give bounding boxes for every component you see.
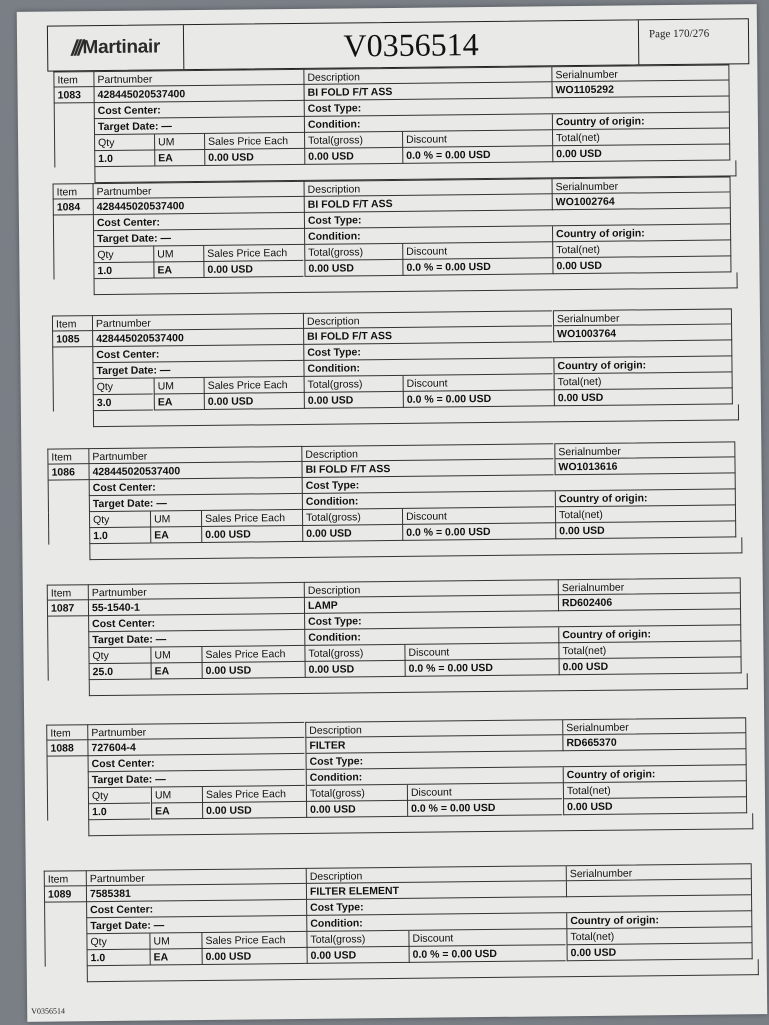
item-spacer	[47, 788, 88, 804]
item-spacer	[48, 528, 89, 544]
cost-type-label: Cost Type:	[304, 208, 731, 228]
sales-price-label: Sales Price Each	[202, 786, 306, 803]
description-value: LAMP	[304, 595, 559, 614]
description-label: Description	[304, 579, 559, 598]
discount-label: Discount	[407, 783, 562, 801]
um-value: EA	[151, 663, 202, 680]
item-spacer	[48, 512, 89, 528]
serialnumber-value: WO1002764	[552, 192, 731, 210]
cost-center-label: Cost Center:	[88, 614, 304, 632]
country-of-origin-label: Country of origin:	[552, 224, 731, 242]
total-net-value: 0.00 USD	[563, 797, 747, 815]
brand-logo	[48, 25, 184, 70]
qty-label: Qty	[88, 788, 150, 805]
discount-value: 0.0 % = 0.00 USD	[409, 945, 566, 963]
cost-type-label: Cost Type:	[302, 473, 736, 494]
item-spacer	[53, 215, 93, 231]
total-net-value: 0.00 USD	[567, 943, 753, 961]
item-spacer	[44, 918, 86, 934]
item-spacer	[45, 950, 87, 966]
country-of-origin-label: Country of origin:	[552, 112, 730, 130]
serialnumber-label: Serialnumber	[554, 441, 735, 459]
serialnumber-label: Serialnumber	[553, 308, 732, 326]
item-spacer	[48, 664, 89, 680]
serialnumber-label: Serialnumber	[566, 863, 752, 881]
cost-center-label: Cost Center:	[88, 754, 305, 772]
um-value: EA	[150, 527, 201, 544]
discount-value: 0.0 % = 0.00 USD	[402, 523, 555, 541]
total-net-label: Total(net)	[566, 927, 752, 945]
item-block	[46, 717, 747, 820]
serialnumber-value: RD665370	[562, 733, 746, 751]
serialnumber-value: WO1013616	[554, 457, 735, 475]
target-date-label: Target Date: —	[88, 770, 305, 788]
total-gross-value: 0.00 USD	[305, 661, 406, 678]
um-value: EA	[151, 803, 203, 820]
serialnumber-label: Serialnumber	[551, 64, 729, 82]
serialnumber-value: WO1105292	[551, 80, 729, 98]
item-block	[44, 863, 753, 966]
target-date-label: Target Date: —	[93, 229, 304, 247]
serialnumber-label: Serialnumber	[558, 577, 741, 595]
item-spacer	[54, 135, 94, 151]
total-gross-label: Total(gross)	[306, 785, 407, 802]
total-net-label: Total(net)	[558, 641, 741, 659]
item-spacer	[47, 772, 88, 788]
total-net-value: 0.00 USD	[552, 144, 730, 162]
document-header	[47, 18, 749, 71]
footer-doc-number: V0356514	[31, 1006, 66, 1016]
discount-value: 0.0 % = 0.00 USD	[407, 799, 562, 817]
cost-type-label: Cost Type:	[304, 96, 730, 116]
item-spacer	[53, 231, 93, 247]
item-block	[47, 577, 742, 680]
total-gross-label: Total(gross)	[302, 509, 402, 526]
partnumber-label: Partnumber	[86, 868, 306, 886]
discount-label: Discount	[408, 929, 565, 947]
total-gross-value: 0.00 USD	[302, 525, 402, 542]
condition-label: Condition:	[306, 767, 563, 786]
total-gross-label: Total(gross)	[304, 645, 405, 662]
description-label: Description	[304, 178, 553, 197]
sales-price-value: 0.00 USD	[201, 526, 303, 543]
partnumber-value: 55-1540-1	[88, 598, 304, 616]
item-spacer	[52, 363, 92, 379]
um-value: EA	[154, 394, 204, 411]
um-label: UM	[150, 647, 201, 664]
item-spacer	[48, 496, 89, 512]
partnumber-label: Partnumber	[92, 313, 303, 331]
description-value: BI FOLD F/T ASS	[304, 194, 553, 213]
description-label: Description	[305, 719, 562, 738]
total-net-label: Total(net)	[555, 505, 736, 523]
item-spacer	[47, 648, 88, 664]
discount-label: Discount	[403, 374, 554, 392]
cost-type-label: Cost Type:	[306, 895, 752, 916]
sales-price-label: Sales Price Each	[201, 510, 303, 527]
description-label: Description	[301, 443, 553, 462]
item-label: Item	[52, 315, 92, 331]
qty-value: 1.0	[89, 528, 150, 545]
target-date-label: Target Date: —	[86, 916, 306, 934]
condition-label: Condition:	[304, 226, 553, 245]
item-number: 1089	[44, 886, 86, 902]
sales-price-label: Sales Price Each	[204, 133, 304, 150]
item-label: Item	[53, 183, 93, 199]
target-date-label: Target Date: —	[92, 361, 303, 379]
total-net-label: Total(net)	[552, 128, 730, 146]
item-spacer	[53, 379, 93, 395]
sales-price-label: Sales Price Each	[203, 245, 303, 262]
cost-center-label: Cost Center:	[89, 478, 303, 496]
total-net-value: 0.00 USD	[555, 521, 736, 539]
item-number: 1083	[54, 87, 94, 103]
item-number: 1085	[52, 331, 92, 347]
item-spacer	[44, 934, 86, 950]
partnumber-label: Partnumber	[93, 69, 303, 87]
item-spacer	[47, 616, 88, 632]
sales-price-value: 0.00 USD	[202, 948, 307, 965]
item-number: 1086	[47, 464, 88, 480]
qty-label: Qty	[89, 512, 150, 529]
country-of-origin-label: Country of origin:	[553, 356, 732, 374]
partnumber-value: 428445020537400	[92, 329, 303, 347]
item-spacer	[47, 756, 88, 772]
item-block	[47, 441, 736, 544]
total-gross-value: 0.00 USD	[304, 260, 402, 277]
um-value: EA	[153, 262, 203, 279]
cost-center-label: Cost Center:	[86, 900, 306, 918]
um-value: EA	[154, 150, 204, 167]
total-gross-value: 0.00 USD	[304, 392, 403, 409]
partnumber-value: 428445020537400	[93, 197, 304, 215]
qty-label: Qty	[88, 648, 150, 665]
description-value: BI FOLD F/T ASS	[301, 459, 553, 478]
condition-label: Condition:	[306, 913, 566, 932]
logo-mark-icon: ///	[71, 35, 81, 61]
total-net-value: 0.00 USD	[559, 657, 742, 675]
serialnumber-label: Serialnumber	[562, 717, 746, 735]
partnumber-label: Partnumber	[88, 446, 302, 464]
target-date-label: Target Date: —	[94, 117, 304, 135]
country-of-origin-label: Country of origin:	[558, 625, 741, 643]
target-date-label: Target Date: —	[89, 494, 303, 512]
item-spacer	[53, 263, 93, 279]
condition-label: Condition:	[304, 114, 552, 133]
condition-label: Condition:	[302, 491, 554, 510]
discount-label: Discount	[404, 643, 558, 661]
total-net-label: Total(net)	[554, 372, 733, 390]
description-value: FILTER ELEMENT	[306, 881, 566, 900]
qty-value: 1.0	[93, 262, 153, 279]
sales-price-value: 0.00 USD	[203, 261, 303, 278]
item-spacer	[48, 480, 89, 496]
cost-type-label: Cost Type:	[304, 609, 741, 630]
discount-value: 0.0 % = 0.00 USD	[403, 390, 554, 408]
serialnumber-value: WO1003764	[553, 324, 732, 342]
condition-label: Condition:	[304, 627, 559, 646]
item-spacer	[54, 151, 94, 167]
discount-label: Discount	[402, 130, 552, 148]
sales-price-value: 0.00 USD	[204, 149, 304, 166]
item-number: 1087	[47, 600, 88, 616]
country-of-origin-label: Country of origin:	[555, 489, 736, 507]
item-spacer	[53, 395, 93, 411]
partnumber-label: Partnumber	[87, 722, 304, 740]
description-value: FILTER	[305, 735, 562, 754]
country-of-origin-label: Country of origin:	[566, 911, 752, 929]
qty-label: Qty	[86, 934, 149, 951]
um-label: UM	[154, 378, 204, 395]
total-net-label: Total(net)	[552, 240, 731, 258]
item-label: Item	[47, 584, 88, 600]
um-value: EA	[150, 949, 202, 966]
partnumber-value: 428445020537400	[88, 462, 302, 480]
partnumber-label: Partnumber	[93, 181, 304, 199]
description-label: Description	[303, 66, 551, 85]
sales-price-value: 0.00 USD	[202, 802, 306, 819]
item-number: 1084	[53, 199, 93, 215]
sales-price-value: 0.00 USD	[204, 393, 305, 410]
total-gross-value: 0.00 USD	[307, 947, 410, 964]
partnumber-label: Partnumber	[88, 582, 304, 600]
discount-label: Discount	[402, 507, 555, 525]
target-date-label: Target Date: —	[88, 630, 304, 648]
um-label: UM	[154, 134, 204, 151]
item-spacer	[44, 902, 86, 918]
item-spacer	[54, 103, 94, 119]
partnumber-value: 428445020537400	[94, 85, 304, 103]
serialnumber-value	[566, 879, 752, 897]
um-label: UM	[151, 787, 203, 804]
condition-label: Condition:	[303, 358, 552, 377]
total-gross-label: Total(gross)	[304, 244, 402, 261]
item-label: Item	[46, 724, 87, 740]
item-number: 1088	[46, 740, 87, 756]
total-gross-value: 0.00 USD	[304, 148, 402, 165]
document-number: V0356514	[343, 25, 479, 63]
item-spacer	[47, 632, 88, 648]
total-net-value: 0.00 USD	[552, 256, 731, 274]
item-block	[53, 176, 732, 279]
um-label: UM	[153, 246, 203, 263]
total-gross-label: Total(gross)	[304, 376, 403, 393]
qty-value: 3.0	[93, 394, 153, 411]
discount-value: 0.0 % = 0.00 USD	[405, 659, 559, 677]
cost-type-label: Cost Type:	[306, 749, 747, 770]
item-label: Item	[44, 870, 86, 886]
um-label: UM	[150, 511, 201, 528]
item-block	[52, 308, 733, 411]
serialnumber-label: Serialnumber	[552, 176, 731, 194]
description-value: BI FOLD F/T ASS	[303, 326, 552, 345]
partnumber-value: 7585381	[86, 884, 306, 902]
cost-center-label: Cost Center:	[93, 213, 304, 231]
item-label: Item	[47, 448, 88, 464]
description-value: BI FOLD F/T ASS	[304, 82, 552, 101]
document-page	[17, 4, 768, 1022]
total-net-value: 0.00 USD	[554, 388, 733, 406]
qty-value: 1.0	[88, 804, 150, 821]
item-block	[53, 64, 730, 167]
partnumber-value: 727604-4	[87, 738, 304, 756]
description-label: Description	[303, 310, 552, 329]
discount-value: 0.0 % = 0.00 USD	[402, 146, 552, 164]
sales-price-value: 0.00 USD	[202, 662, 305, 679]
description-label: Description	[306, 865, 566, 884]
discount-label: Discount	[402, 242, 552, 260]
sales-price-label: Sales Price Each	[201, 646, 304, 663]
sales-price-label: Sales Price Each	[201, 932, 306, 949]
cost-center-label: Cost Center:	[92, 345, 303, 363]
total-gross-value: 0.00 USD	[306, 801, 407, 818]
page-number: Page 170/276	[638, 19, 748, 64]
cost-center-label: Cost Center:	[94, 101, 304, 119]
item-spacer	[47, 804, 88, 820]
item-spacer	[52, 347, 92, 363]
cost-type-label: Cost Type:	[303, 340, 732, 360]
sales-price-label: Sales Price Each	[204, 377, 305, 394]
qty-label: Qty	[93, 378, 153, 395]
item-spacer	[53, 247, 93, 263]
qty-value: 1.0	[94, 150, 154, 167]
qty-label: Qty	[93, 246, 153, 263]
discount-value: 0.0 % = 0.00 USD	[402, 258, 552, 276]
serialnumber-value: RD602406	[558, 593, 741, 611]
qty-value: 1.0	[87, 950, 150, 967]
qty-label: Qty	[94, 134, 154, 151]
country-of-origin-label: Country of origin:	[563, 765, 747, 783]
item-label: Item	[53, 71, 93, 87]
brand-name: Martinair	[82, 36, 161, 59]
um-label: UM	[149, 933, 201, 950]
item-spacer	[54, 119, 94, 135]
total-gross-label: Total(gross)	[304, 132, 402, 149]
qty-value: 25.0	[89, 664, 151, 681]
total-net-label: Total(net)	[563, 781, 747, 799]
total-gross-label: Total(gross)	[306, 931, 409, 948]
